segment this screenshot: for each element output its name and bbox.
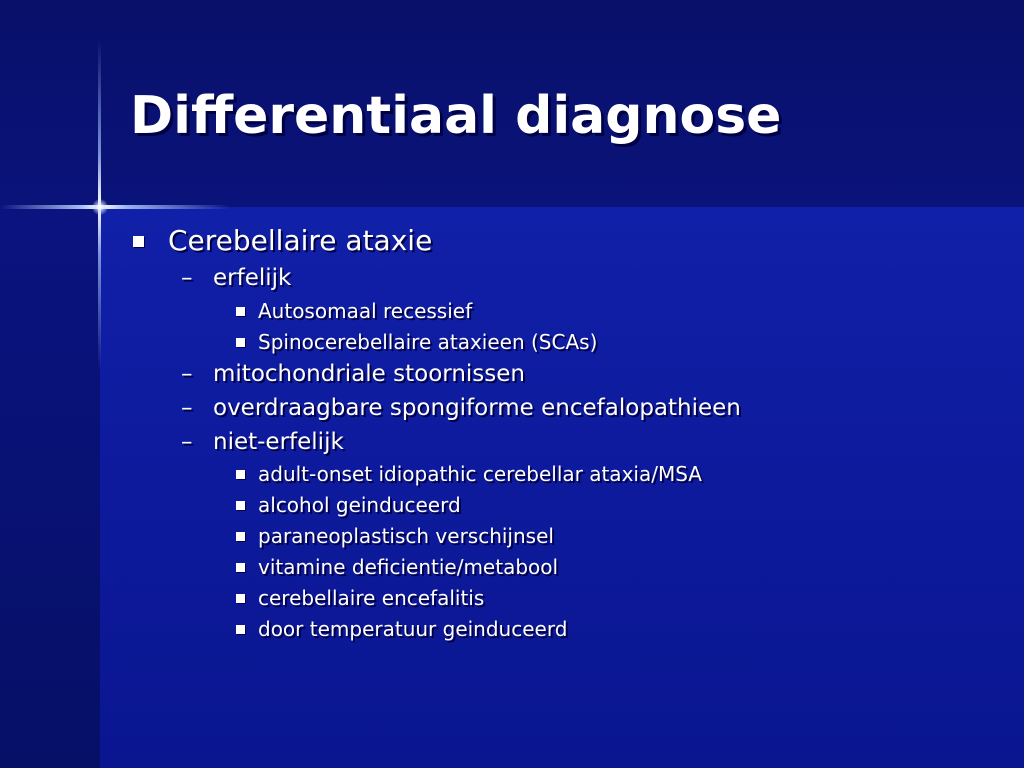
bullet-square-icon — [133, 236, 144, 247]
bullet-level1: Cerebellaire ataxie — [168, 224, 433, 257]
bullet-square-icon — [236, 594, 245, 603]
dash-bullet-icon: – — [181, 361, 193, 387]
dash-bullet-icon: – — [181, 395, 193, 421]
dash-bullet-icon: – — [181, 429, 193, 455]
bullet-level2: overdraagbare spongiforme encefalopathieen — [213, 395, 741, 421]
dash-bullet-icon: – — [181, 265, 193, 291]
bullet-square-icon — [236, 563, 245, 572]
bullet-level2: mitochondriale stoornissen — [213, 361, 526, 387]
bullet-level3: adult-onset idiopathic cerebellar ataxia/MSA — [258, 462, 702, 486]
bullet-square-icon — [236, 501, 245, 510]
light-flare-horizontal — [0, 205, 230, 209]
bullet-square-icon — [236, 338, 245, 347]
light-flare-core — [92, 199, 108, 215]
bullet-level3: vitamine deficientie/metabool — [258, 555, 559, 579]
bullet-level3: cerebellaire encefalitis — [258, 586, 485, 610]
bullet-square-icon — [236, 625, 245, 634]
bullet-level3: paraneoplastisch verschijnsel — [258, 524, 554, 548]
bullet-level2: niet-erfelijk — [213, 429, 344, 455]
bullet-square-icon — [236, 307, 245, 316]
left-band — [0, 207, 100, 768]
bullet-level2: erfelijk — [213, 265, 292, 291]
bullet-square-icon — [236, 470, 245, 479]
bullet-level3: Autosomaal recessief — [258, 299, 473, 323]
bullet-level3: door temperatuur geinduceerd — [258, 617, 568, 641]
bullet-level3: Spinocerebellaire ataxieen (SCAs) — [258, 330, 598, 354]
bullet-square-icon — [236, 532, 245, 541]
slide-title: Differentiaal diagnose — [130, 86, 782, 146]
bullet-level3: alcohol geinduceerd — [258, 493, 461, 517]
